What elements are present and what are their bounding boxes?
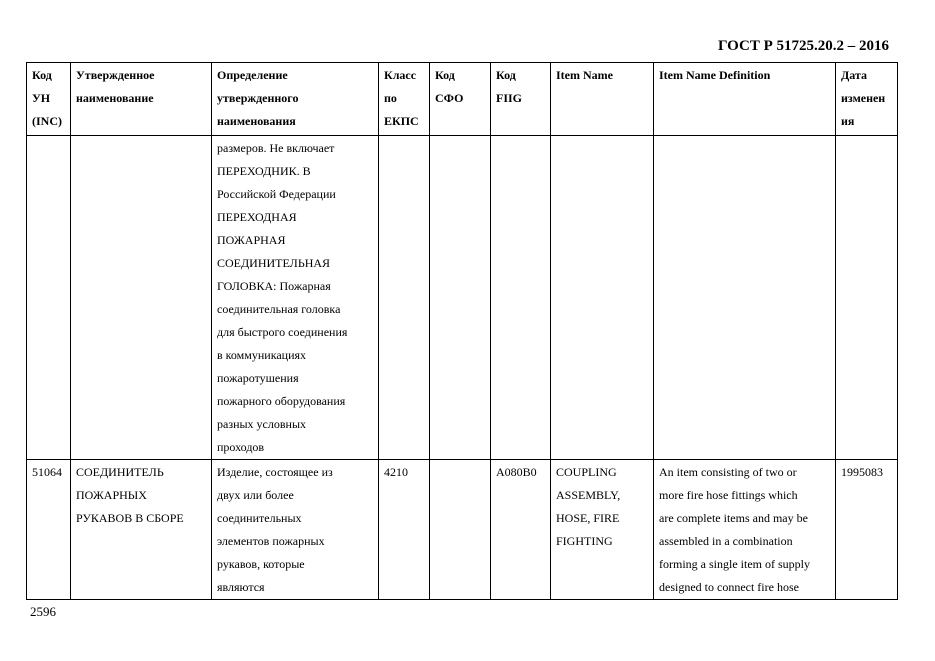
cell-definition [212, 136, 379, 460]
column-header-change-date [836, 63, 898, 136]
cell-sfo [430, 460, 491, 600]
column-header-label: Класс по ЕКПС [384, 68, 419, 128]
column-header-label: Код FIIG [496, 68, 523, 105]
document-standard-header: ГОСТ Р 51725.20.2 – 2016 [717, 38, 889, 54]
cell-text: 1995083 [841, 465, 883, 479]
cell-fiig [491, 460, 551, 600]
page-number: 2596 [30, 604, 56, 619]
column-header-class [379, 63, 430, 136]
column-header-label: Дата изменен ия [841, 68, 886, 128]
cell-inc [27, 460, 71, 600]
cell-item-name-definition [654, 136, 836, 460]
cell-text: An item consisting of two or more fire hose fittings which are complete items and may be assembled in a combination forming a single item of supply designed to connect fire hose [659, 465, 810, 594]
column-header-inc [27, 63, 71, 136]
table-row [27, 136, 898, 460]
nomenclature-table [26, 62, 898, 600]
cell-text: СОЕДИНИТЕЛЬ ПОЖАРНЫХ РУКАВОВ В СБОРЕ [76, 465, 184, 525]
cell-text: Изделие, состоящее из двух или более соединительных элементов пожарных рукавов, которые являются [217, 465, 333, 594]
cell-text: COUPLING ASSEMBLY, HOSE, FIRE FIGHTING [556, 465, 621, 548]
column-header-label: Item Name Definition [659, 68, 771, 82]
column-header-label: Код СФО [435, 68, 464, 105]
cell-item-name-definition [654, 460, 836, 600]
cell-change-date [836, 136, 898, 460]
column-header-definition [212, 63, 379, 136]
cell-inc [27, 136, 71, 460]
table-header-row [27, 63, 898, 136]
column-header-approved-name [71, 63, 212, 136]
cell-sfo [430, 136, 491, 460]
column-header-label: Код УН (INC) [32, 68, 62, 128]
column-header-item-name [551, 63, 654, 136]
cell-definition [212, 460, 379, 600]
cell-item-name [551, 460, 654, 600]
column-header-fiig [491, 63, 551, 136]
cell-class [379, 136, 430, 460]
cell-approved-name [71, 460, 212, 600]
cell-text: размеров. Не включает ПЕРЕХОДНИК. В Российской Федерации ПЕРЕХОДНАЯ ПОЖАРНАЯ СОЕДИНИТЕЛЬНАЯ ГОЛОВКА: Пожарная соединительная головка для быстрого соединения в коммуникациях пожаротушения пожарного оборудования разных условных проходов [217, 141, 348, 454]
cell-class [379, 460, 430, 600]
cell-fiig [491, 136, 551, 460]
column-header-label: Определение утвержденного наименования [217, 68, 299, 128]
cell-text: 51064 [32, 465, 62, 479]
column-header-sfo [430, 63, 491, 136]
column-header-item-name-definition [654, 63, 836, 136]
cell-approved-name [71, 136, 212, 460]
table-row [27, 460, 898, 600]
cell-item-name [551, 136, 654, 460]
column-header-label: Item Name [556, 68, 613, 82]
column-header-label: Утвержденное наименование [76, 68, 155, 105]
cell-text: A080B0 [496, 465, 537, 479]
cell-change-date [836, 460, 898, 600]
cell-text: 4210 [384, 465, 408, 479]
